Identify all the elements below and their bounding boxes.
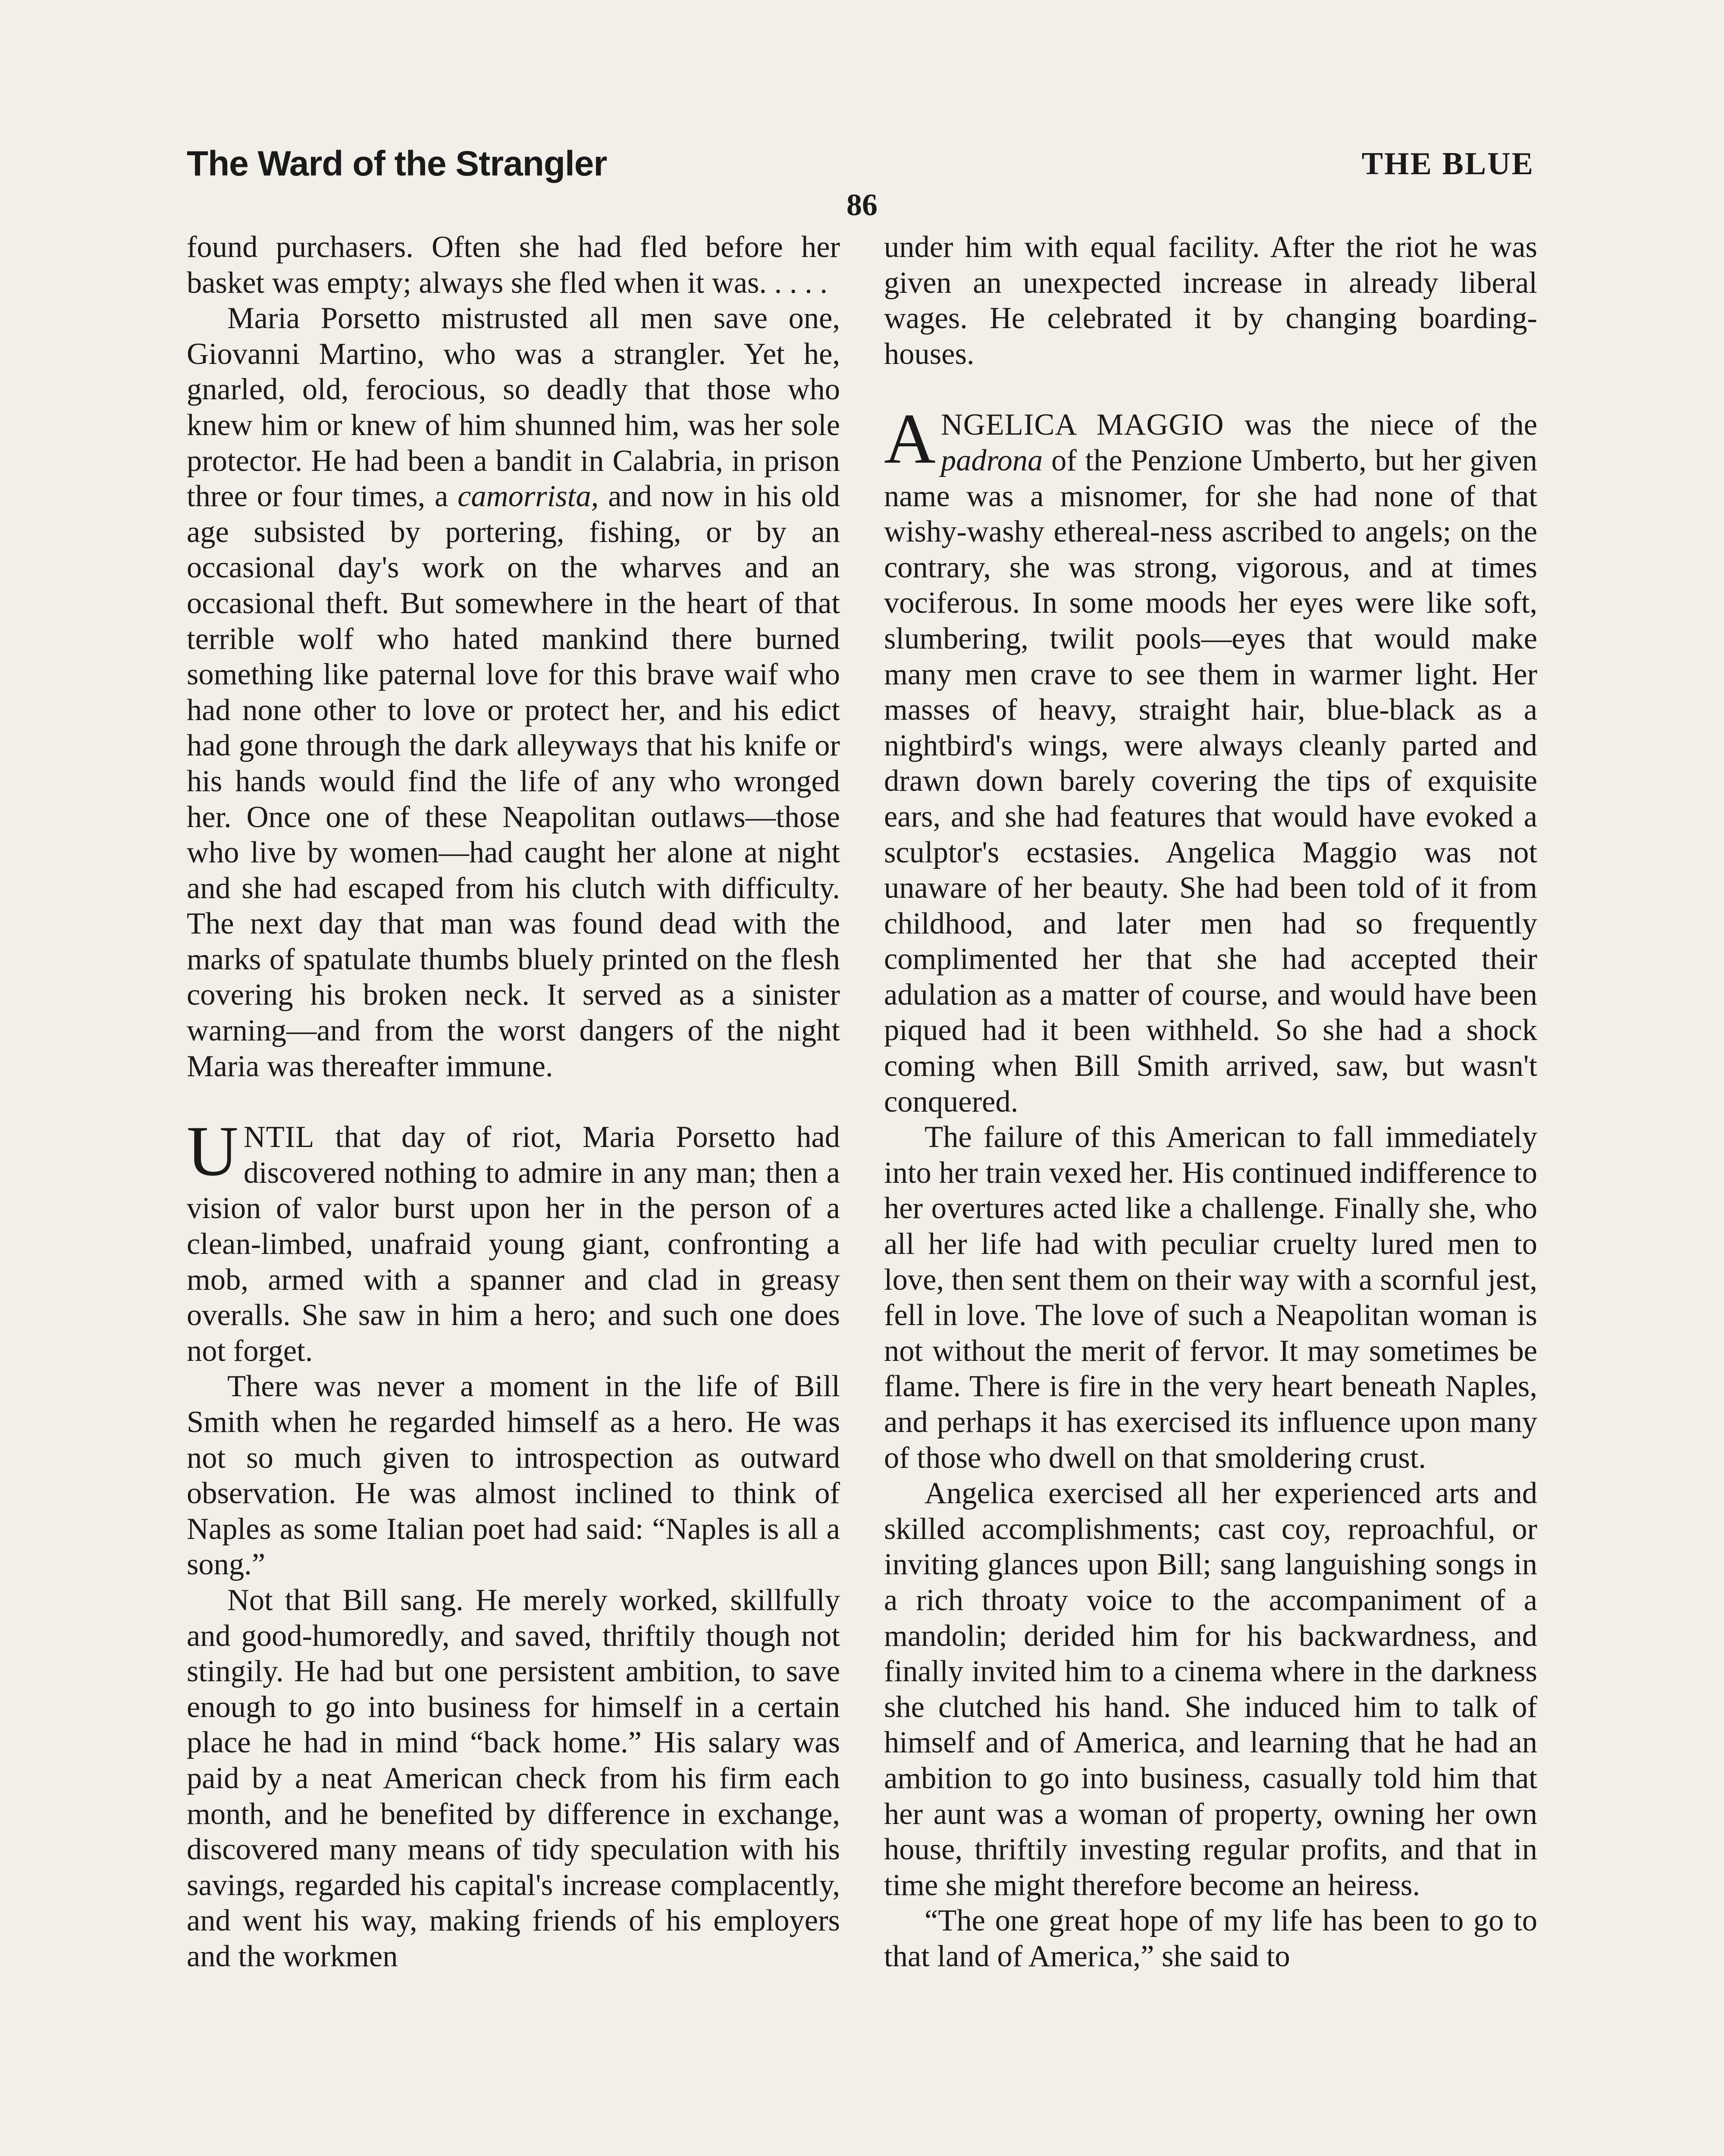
section-opening-paragraph — [884, 399, 1537, 1119]
paragraph-text: was the niece of the — [1224, 408, 1537, 442]
italic-word: camorrista, — [458, 479, 599, 514]
italic-word: padrona — [940, 443, 1043, 477]
paragraph-text: Maria Porsetto mistrusted all men save one, Giovanni Martino, who was a strangler. Yet he, gnarled, old, ferocious, so deadly that those who knew him or knew of him shunned him, was her sole protector. He had been a bandit in Calabria, in prison three or four times, a — [187, 301, 840, 514]
paragraph: The failure of this American to fall immediately into her train vexed her. His continued indifference to her overtures acted like a challenge. Finally she, who all her life had with peculiar cruelty lured men to love, then sent them on their way with a scornful jest, fell in love. The love of such a Neapolitan woman is not without the merit of fervor. It may sometimes be flame. There is fire in the very heart beneath Naples, and perhaps it has exercised its influence upon many of those who dwell on that smoldering crust. — [884, 1120, 1537, 1475]
paragraph-text: that day of riot, Maria Porsetto had discovered nothing to admire in any man; then a vision of valor burst upon her in the person of a clean-limbed, unafraid young giant, confronting a mob, armed with a spanner and clad in greasy overalls. She saw in him a hero; and such one does not forget. — [187, 1120, 840, 1368]
magazine-name: THE BLUE — [1361, 146, 1534, 182]
paragraph: under him with equal facility. After the riot he was given an unexpected increase in already liberal wages. He celebrated it by changing boarding-houses. — [884, 230, 1537, 371]
paragraph-text: and now in his old age subsisted by portering, fishing, or by an occasional day's work on the wharves and an occasional theft. But somewhere in the heart of that terrible wolf who hated mankind there burned something like paternal love for this brave waif who had none other to love or protect her, and his edict had gone through the dark alleyways that his knife or his hands would find the life of any who wronged her. Once one of these Neapolitan outlaws—those who live by women—had caught her alone at night and she had escaped from his clutch with difficulty. The next day that man was found dead with the marks of spatulate thumbs bluely printed on the flesh covering his broken neck. It served as a sinister warning—and from the worst dangers of the night Maria was thereafter immune. — [187, 479, 840, 1083]
drop-cap: A — [884, 399, 936, 479]
paragraph-text: of the Penzione Umberto, but her given name was a misnomer, for she had none of that wishy-washy ethereal-ness ascribed to angels; on the contrary, she was strong, vigorous, and at times vociferous. In some moods her eyes were like soft, slumbering, twilit pools—eyes that would make many men crave to see them in warmer light. Her masses of heavy, straight hair, blue-black as a nightbird's wings, were always cleanly parted and drawn down barely covering the tips of exquisite ears, and she had features that would have evoked a sculptor's ecstasies. Angelica Maggio was not unaware of her beauty. She had been told of it from childhood, and later men had so frequently complimented her that she had accepted their adulation as a matter of course, and would have been piqued had it been withheld. So she had a shock coming when Bill Smith arrived, saw, but wasn't conquered. — [884, 443, 1537, 1119]
paragraph: Angelica exercised all her experienced arts and skilled accomplishments; cast coy, reproachful, or inviting glances upon Bill; sang languishing songs in a rich throaty voice to the accompaniment of a mandolin; derided him for his backwardness, and finally invited him to a cinema where in the darkness she clutched his hand. She induced him to talk of himself and of America, and learning that he had an ambition to go into business, casually told him that her aunt was a woman of property, owning her own house, thriftily investing regular profits, and that in time she might therefore become an heiress. — [884, 1476, 1537, 1902]
paragraph — [187, 301, 840, 1084]
paragraph: There was never a moment in the life of Bill Smith when he regarded himself as a hero. He was not so much given to introspection as outward observation. He was almost inclined to think of Naples as some Italian poet had said: “Naples is all a song.” — [187, 1369, 840, 1582]
paragraph: Not that Bill sang. He merely worked, skillfully and good-humoredly, and saved, thriftily though not stingily. He had but one persistent ambition, to save enough to go into business for himself in a certain place he had in mind “back home.” His salary was paid by a neat American check from his firm each month, and he benefited by difference in exchange, discovered many means of tidy speculation with his savings, regarded his capital's increase complacently, and went his way, making friends of his employers and the workmen — [187, 1583, 840, 1973]
running-title: The Ward of the Strangler — [187, 144, 607, 183]
small-caps-lead: NGELICA MAGGIO — [940, 408, 1224, 442]
small-caps-lead: NTIL — [243, 1120, 315, 1154]
drop-cap: U — [187, 1111, 238, 1191]
right-column — [884, 229, 1537, 1974]
paragraph: found purchasers. Often she had fled before her basket was empty; always she fled when it was. . . . . — [187, 230, 840, 300]
section-opening-paragraph — [187, 1111, 840, 1369]
left-column — [187, 229, 840, 1974]
paragraph: “The one great hope of my life has been to go to that land of America,” she said to — [884, 1904, 1537, 1973]
page-number: 86 — [846, 188, 878, 222]
